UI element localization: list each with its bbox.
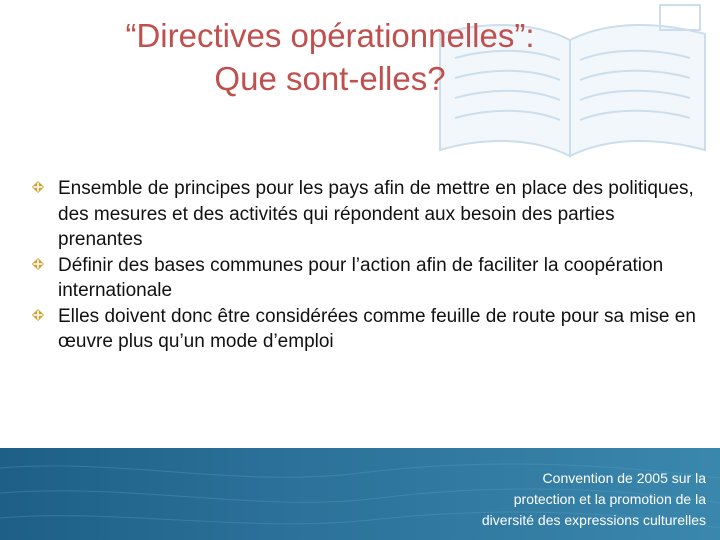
slide-title [30, 14, 630, 100]
bullet-text: Définir des bases communes pour l’action afin de faciliter la coopération internationale [58, 254, 664, 301]
diamond-bullet-icon [32, 309, 44, 321]
bullet-item [30, 304, 700, 355]
bullet-list [30, 176, 700, 355]
footer-line: diversité des expressions culturelles [481, 512, 706, 528]
slide-title-line: “Directives opérationnelles”: [125, 17, 535, 54]
diamond-bullet-icon [32, 258, 44, 270]
bullet-text: Ensemble de principes pour les pays afin de mettre en place des politiques, des mesures et des activités qui répondent aux besoin des parties prenantes [58, 178, 694, 250]
footer-line: protection et la promotion de la [513, 491, 706, 507]
footer-line: Convention de 2005 sur la [542, 470, 706, 486]
bullet-item [30, 253, 700, 304]
bullet-item [30, 176, 700, 253]
diamond-bullet-icon [32, 181, 44, 193]
slide-title-line: Que sont-elles? [214, 60, 446, 97]
bullet-text: Elles doivent donc être considérées comme feuille de route pour sa mise en œuvre plus qu’un mode d’emploi [58, 305, 696, 352]
footer-caption [406, 468, 706, 531]
